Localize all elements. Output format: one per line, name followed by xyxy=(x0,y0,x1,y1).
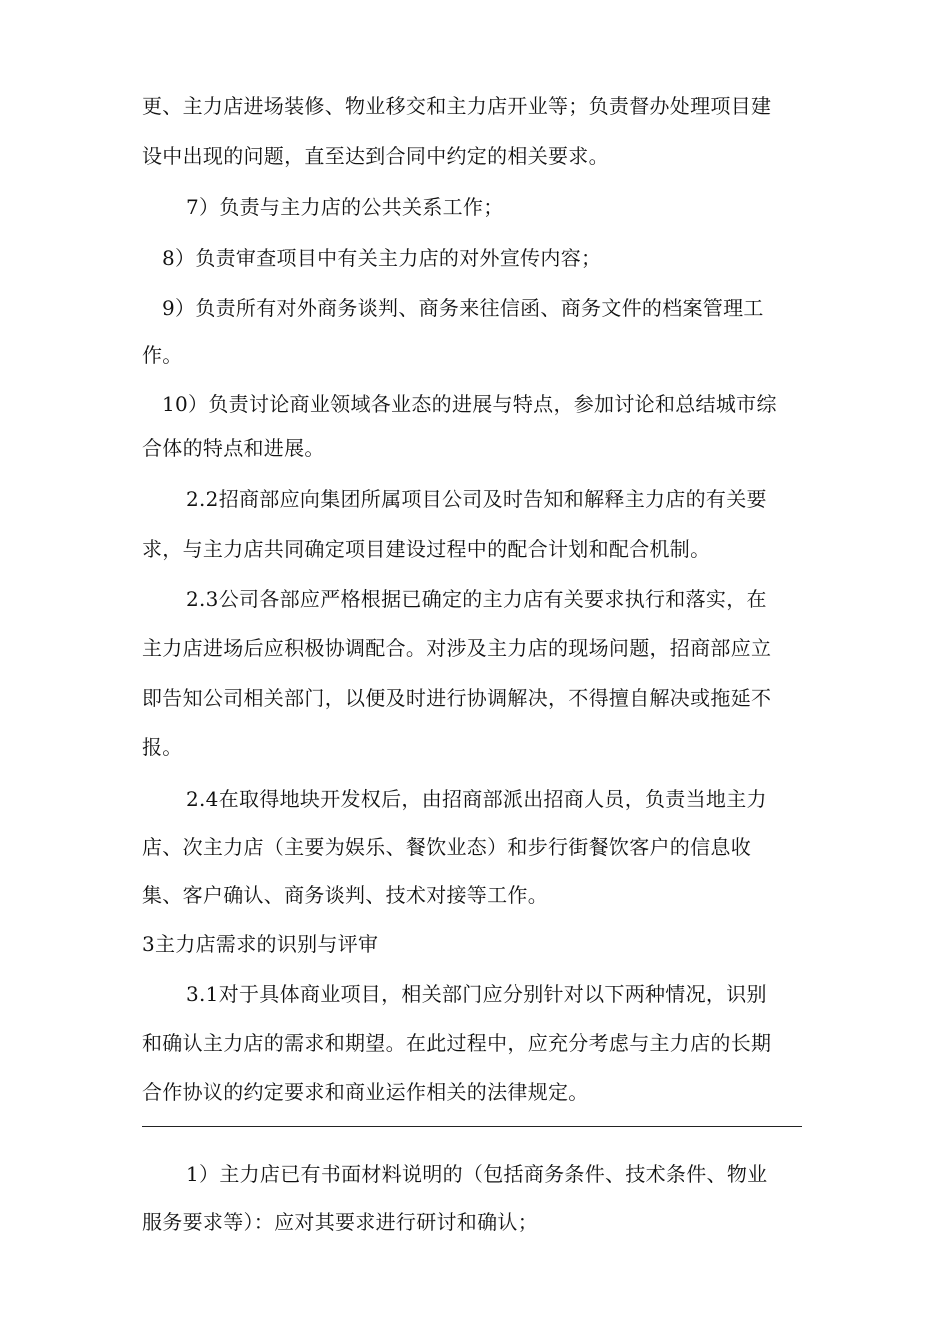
text-line: 作。 xyxy=(142,343,183,367)
section-heading: 3主力店需求的识别与评审 xyxy=(142,932,379,956)
text-line: 即告知公司相关部门，以便及时进行协调解决，不得擅自解决或拖延不 xyxy=(142,686,772,710)
text-line: 2.4在取得地块开发权后，由招商部派出招商人员，负责当地主力 xyxy=(186,787,767,811)
text-line: 求，与主力店共同确定项目建设过程中的配合计划和配合机制。 xyxy=(142,537,711,561)
text-line: 主力店进场后应积极协调配合。对涉及主力店的现场问题，招商部应立 xyxy=(142,636,772,660)
text-line: 10）负责讨论商业领域各业态的进展与特点，参加讨论和总结城市综 xyxy=(162,392,777,416)
text-line: 7）负责与主力店的公共关系工作； xyxy=(186,195,504,219)
text-line: 3.1对于具体商业项目，相关部门应分别针对以下两种情况，识别 xyxy=(186,982,767,1006)
text-line: 8）负责审查项目中有关主力店的对外宣传内容； xyxy=(162,246,602,270)
text-line: 店、次主力店（主要为娱乐、餐饮业态）和步行街餐饮客户的信息收 xyxy=(142,835,751,859)
text-line: 2.2招商部应向集团所属项目公司及时告知和解释主力店的有关要 xyxy=(186,487,767,511)
text-line: 服务要求等）：应对其要求进行研讨和确认； xyxy=(142,1210,538,1234)
text-line: 2.3公司各部应严格根据已确定的主力店有关要求执行和落实，在 xyxy=(186,587,767,611)
text-line: 合体的特点和进展。 xyxy=(142,436,325,460)
text-line: 报。 xyxy=(142,735,183,759)
text-line: 设中出现的问题，直至达到合同中约定的相关要求。 xyxy=(142,144,609,168)
text-line: 集、客户确认、商务谈判、技术对接等工作。 xyxy=(142,883,548,907)
text-line: 9）负责所有对外商务谈判、商务来往信函、商务文件的档案管理工 xyxy=(162,296,764,320)
text-line: 合作协议的约定要求和商业运作相关的法律规定。 xyxy=(142,1080,589,1104)
page-divider xyxy=(142,1126,802,1127)
text-line: 1）主力店已有书面材料说明的（包括商务条件、技术条件、物业 xyxy=(186,1162,768,1186)
text-line: 更、主力店进场装修、物业移交和主力店开业等；负责督办处理项目建 xyxy=(142,94,772,118)
text-line: 和确认主力店的需求和期望。在此过程中，应充分考虑与主力店的长期 xyxy=(142,1031,772,1055)
